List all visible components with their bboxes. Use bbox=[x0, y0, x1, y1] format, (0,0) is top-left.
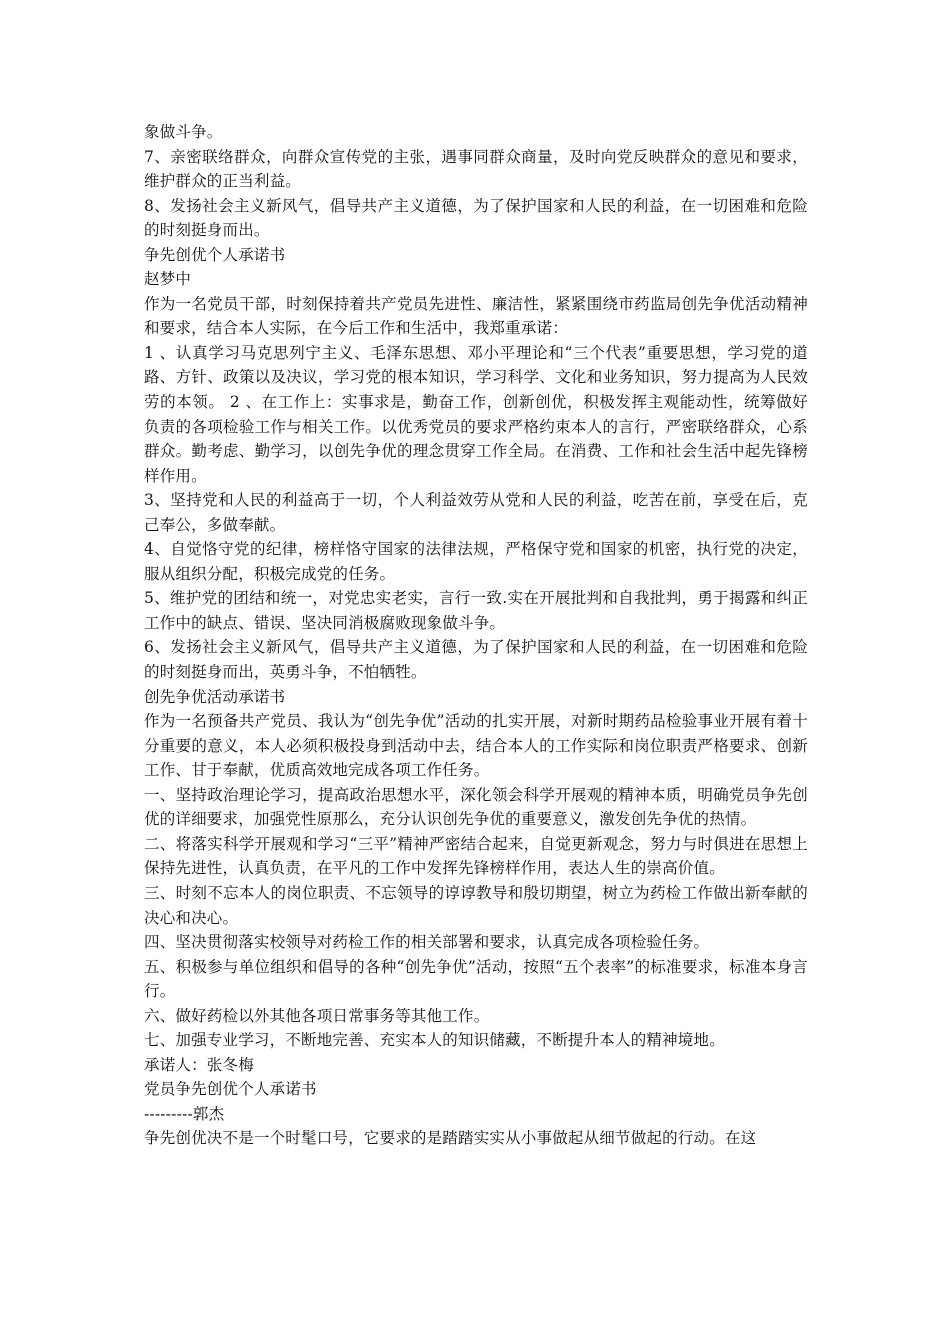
section-title-2: 创先争优活动承诺书 bbox=[144, 687, 286, 706]
paragraph-intro-2: 作为一名预备共产党员、我认为“创先争优”活动的扎实开展，对新时期药品检验事业开展有着十分重要的意义，本人必须积极投身到活动中去，结合本人的工作实际和岗位职责严格要求、创新工作、甘于奉献，优质高效地完成各项工作任务。 bbox=[144, 712, 808, 780]
paragraph-point-7: 七、加强专业学习，不断地完善、充实本人的知识储藏，不断提升本人的精神境地。 bbox=[144, 1031, 725, 1050]
paragraph-point-5: 五、积极参与单位组织和倡导的各种“创先争优”活动，按照“五个表率”的标准要求，标准本身言行。 bbox=[144, 957, 808, 1001]
paragraph-item-4: 4、自觉恪守党的纪律，榜样恪守国家的法律法规，严格保守党和国家的机密，执行党的决定，服从组织分配，积极完成党的任务。 bbox=[144, 540, 808, 583]
author-name-3: ---------郭杰 bbox=[144, 1104, 225, 1123]
paragraph-item-8: 8、发扬社会主义新风气，倡导共产主义道德，为了保护国家和人民的利益，在一切困难和危险的时刻挺身而出。 bbox=[144, 196, 808, 240]
paragraph-point-2: 二、将落实科学开展观和学习“三平”精神严密结合起来，自觉更新观念，努力与时俱进在思想上保持先进性，认真负责，在平凡的工作中发挥先锋榜样作用，表达人生的崇高价值。 bbox=[144, 834, 808, 878]
paragraph-intro-1: 作为一名党员干部，时刻保持着共产党员先进性、廉洁性，紧紧围绕市药监局创先争优活动精神和要求，结合本人实际，在今后工作和生活中，我郑重承诺： bbox=[144, 294, 808, 338]
paragraph-item-6: 6、发扬社会主义新风气，倡导共产主义道德，为了保护国家和人民的利益，在一切困难和危险的时刻挺身而出，英勇斗争，不怕牺牲。 bbox=[144, 638, 808, 682]
paragraph-intro-3: 争先创优决不是一个时髦口号，它要求的是踏踏实实从小事做起从细节做起的行动。在这 bbox=[144, 1129, 757, 1148]
author-name-1: 赵梦中 bbox=[144, 270, 192, 289]
section-title-1: 争先创优个人承诺书 bbox=[144, 245, 286, 264]
section-title-3: 党员争先创优个人承诺书 bbox=[144, 1080, 317, 1099]
paragraph-point-6: 六、做好药检以外其他各项日常事务等其他工作。 bbox=[144, 1006, 490, 1025]
paragraph-point-4: 四、坚决贯彻落实校领导对药检工作的相关部署和要求，认真完成各项检验任务。 bbox=[144, 933, 710, 952]
document-page bbox=[144, 120, 808, 1151]
paragraph-item-3: 3、坚持党和人民的利益高于一切，个人利益效劳从党和人民的利益，吃苦在前，享受在后，克己奉公，多做奉献。 bbox=[144, 491, 808, 534]
paragraph-point-3: 三、时刻不忘本人的岗位职责、不忘领导的谆谆教导和殷切期望，树立为药检工作做出新奉献的决心和决心。 bbox=[144, 883, 808, 927]
paragraph-item-5: 5、维护党的团结和统一，对党忠实老实，言行一致.实在开展批判和自我批判，勇于揭露和纠正工作中的缺点、错误、坚决同消极腐败现象做斗争。 bbox=[144, 589, 808, 632]
paragraph-item-1-2: 1 、认真学习马克思列宁主义、毛泽东思想、邓小平理论和“三个代表”重要思想，学习党的道路、方针、政策以及决议，学习党的根本知识，学习科学、文化和业务知识，努力提高为人民效劳的本领。 2 、在工作上：实事求是，勤奋工作，创新创优，积极发挥主观能动性，统筹做好负责的各项检验工作与相关工作。以优秀党员的要求严格约束本人的言行，严密联络群众，心系群众。勤考虑、勤学习，以创先争优的理念贯穿工作全局。在消费、工作和社会生活中起先锋榜样作用。 bbox=[144, 343, 808, 485]
paragraph-point-1: 一、坚持政治理论学习，提高政治思想水平，深化领会科学开展观的精神本质，明确党员争先创优的详细要求，加强党性原那么，充分认识创先争优的重要意义，激发创先争优的热情。 bbox=[144, 785, 808, 829]
paragraph-item-7: 7、亲密联络群众，向群众宣传党的主张，遇事同群众商量，及时向党反映群众的意见和要求，维护群众的正当利益。 bbox=[144, 147, 808, 191]
signature-line: 承诺人：张冬梅 bbox=[144, 1055, 254, 1074]
paragraph-continuation: 象做斗争。 bbox=[144, 123, 223, 141]
